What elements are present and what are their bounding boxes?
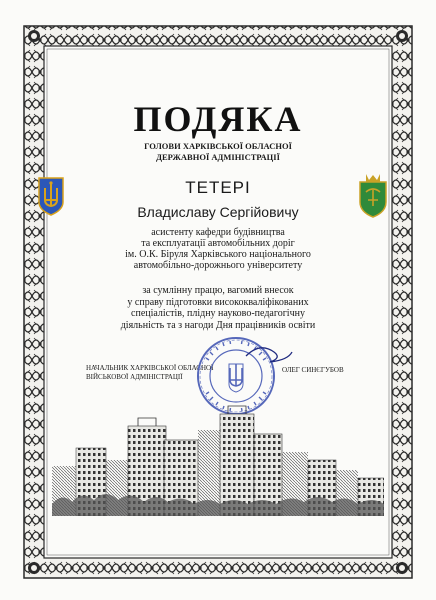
issuer-line: ДЕРЖАВНОЇ АДМІНІСТРАЦІЇ: [156, 152, 280, 162]
reason-line: спеціалістів, плідну науково-педагогічну: [131, 308, 305, 319]
recipient-first-names: Владиславу Сергійовичу: [137, 204, 299, 220]
reason-line: у справу підготовки висококваліфікованих: [127, 296, 309, 308]
issuer-line: ГОЛОВИ ХАРКІВСЬКОЇ ОБЛАСНОЇ: [144, 141, 292, 151]
position-line: асистенту кафедри будівництва: [151, 227, 285, 238]
signer-name: ОЛЕГ СИНЄГУБОВ: [282, 366, 344, 374]
position-line: ім. О.К. Біруля Харківського національного: [125, 249, 311, 260]
reason-line: діяльність та з нагоди Дня працівників освіти: [120, 319, 316, 331]
document-title: ПОДЯКА: [133, 99, 303, 139]
issuer-heading: [0, 141, 436, 163]
recipient-position: [0, 227, 436, 271]
reason-line: за сумлінну працю, вагомий внесок: [142, 285, 294, 296]
city-skyline-illustration: [52, 404, 384, 516]
position-line: автомобільно-дорожнього університету: [133, 260, 303, 271]
position-line: та експлуатації автомобільних доріг: [141, 238, 295, 249]
award-reason: [0, 285, 436, 331]
signer-title-line: НАЧАЛЬНИК ХАРКІВСЬКОЇ ОБЛАСНОЇ: [86, 364, 214, 372]
signer-title-line: ВІЙСЬКОВОЇ АДМІНІСТРАЦІЇ: [86, 373, 183, 381]
recipient-last-name: ТЕТЕРІ: [185, 178, 251, 197]
